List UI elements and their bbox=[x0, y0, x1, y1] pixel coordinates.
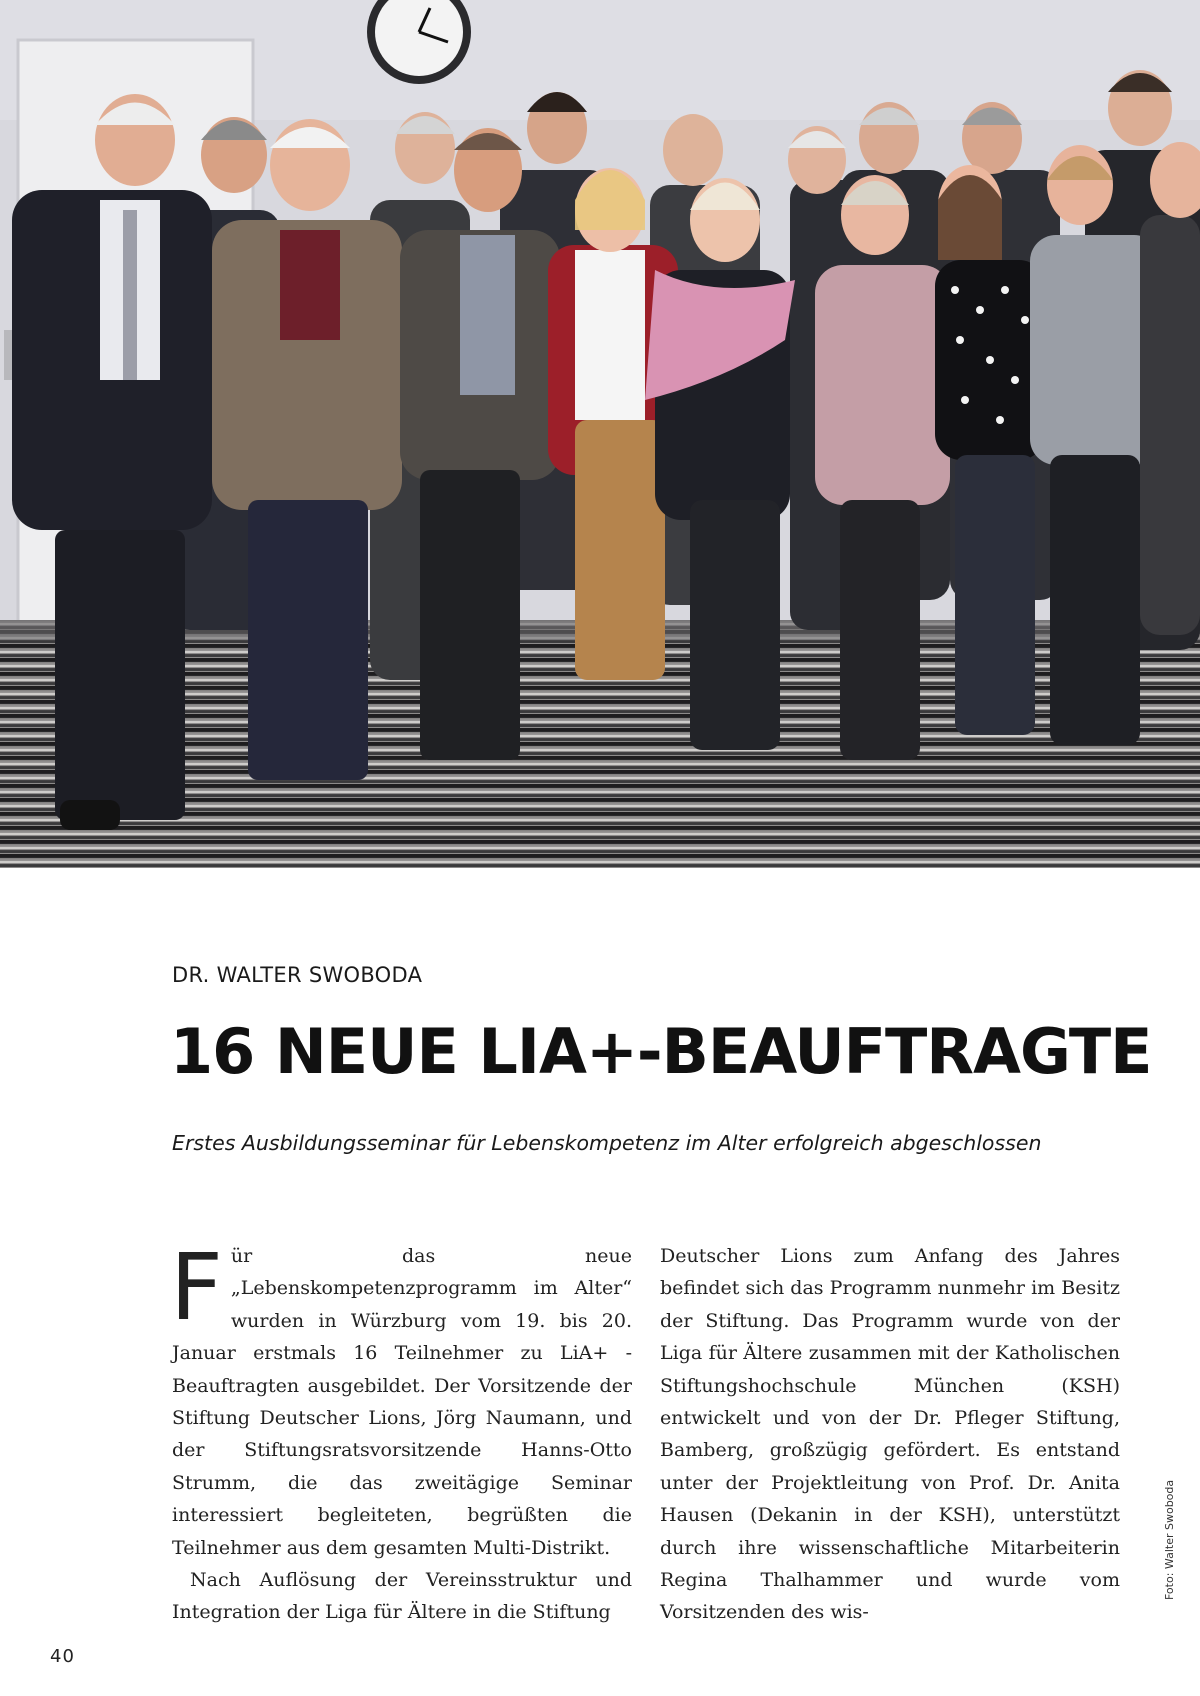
headline: 16 NEUE LIA+-BEAUFTRAGTE bbox=[170, 1015, 1152, 1088]
paragraph-1-text: ür das neue „Lebenskompetenzprogramm im Alter“ wurden in Würzburg vom 19. bis 20. Januar erstmals 16 Teilnehmer zu LiA+ -Beauftragten ausgebildet. Der Vorsitzende der Stiftung Deutscher Lions, Jörg Naumann, und der Stiftungsratsvorsitzende Hanns-Otto Strumm, die das zweitägige Seminar interessiert begleiteten, begrüßten die Teilnehmer aus dem gesamten Multi-Distrikt. bbox=[172, 1245, 632, 1559]
page-number: 40 bbox=[50, 1646, 75, 1667]
drop-cap: F bbox=[170, 1234, 223, 1341]
text-column-2 bbox=[660, 1240, 1120, 1629]
paragraph-2: Nach Auflösung der Vereinsstruktur und Integration der Liga für Ältere in die Stiftung bbox=[172, 1569, 632, 1624]
text-column-1 bbox=[170, 1234, 632, 1629]
paragraph-3: Deutscher Lions zum Anfang des Jahres befindet sich das Programm nunmehr im Besitz der Stiftung. Das Programm wurde von der Liga für Ältere zusammen mit der Katholischen Stiftungshochschule München (KSH) entwickelt und von der Dr. Pfleger Stiftung, Bamberg, großzügig gefördert. Es entstand unter der Projektleitung von Prof. Dr. Anita Hausen (Dekanin in der KSH), unterstützt durch ihre wissenschaftliche Mitarbeiterin Regina Thalhammer und wurde vom Vorsitzenden des wis- bbox=[660, 1245, 1120, 1624]
author-name: DR. WALTER SWOBODA bbox=[172, 963, 423, 987]
subtitle: Erstes Ausbildungsseminar für Lebenskompetenz im Alter erfolgreich abgeschlossen bbox=[172, 1131, 1042, 1155]
paragraph-1 bbox=[170, 1234, 632, 1564]
photo-credit: Foto: Walter Swoboda bbox=[1163, 1479, 1176, 1600]
